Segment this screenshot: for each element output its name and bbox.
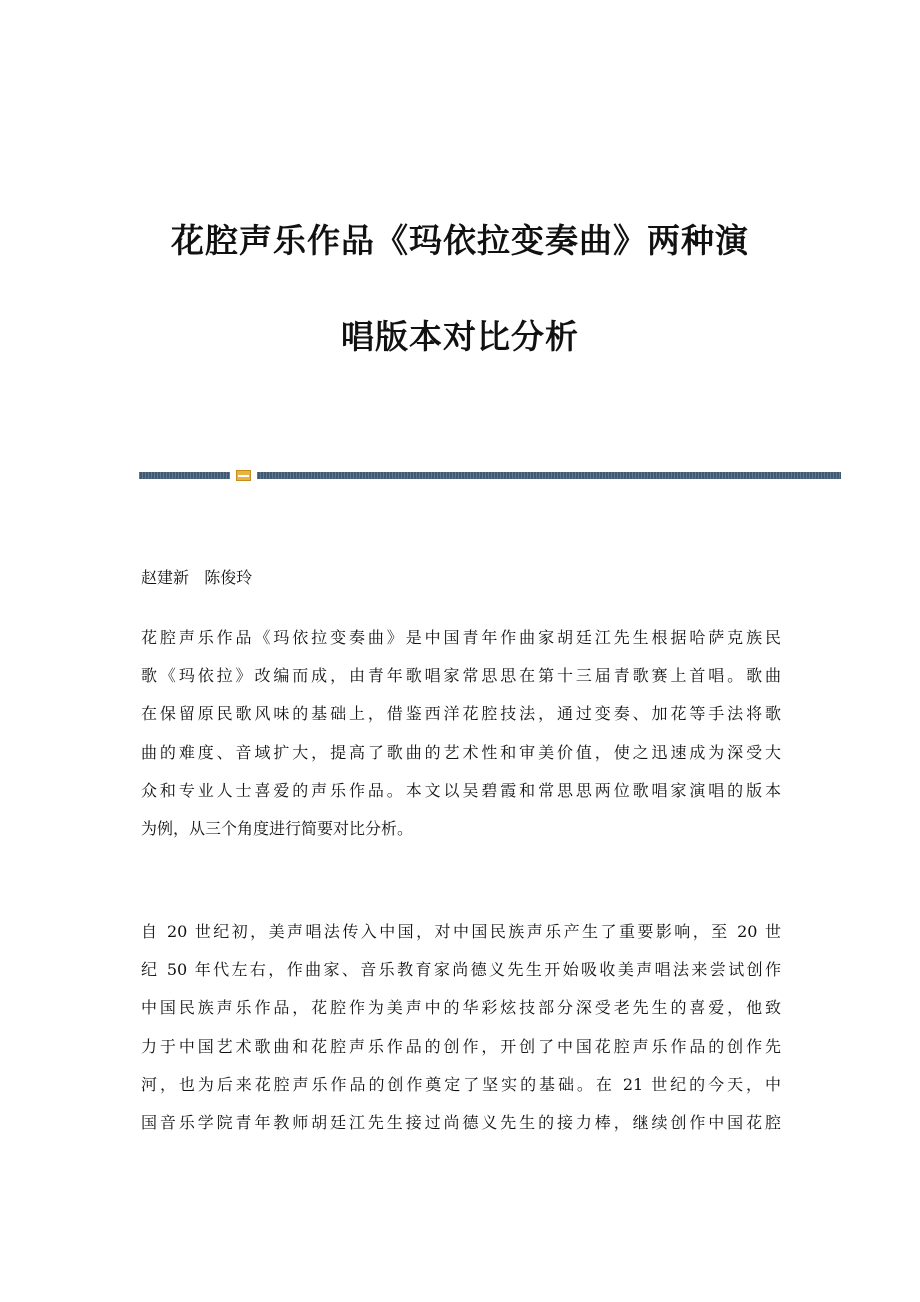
- text-line: 自 20 世纪初，美声唱法传入中国，对中国民族声乐产生了重要影响，至 20 世: [141, 922, 781, 941]
- divider-bar-right: [257, 472, 841, 479]
- text-line: 中国民族声乐作品，花腔作为美声中的华彩炫技部分深受老先生的喜爱，他致: [141, 998, 781, 1018]
- text-line: 为例，从三个角度进行简要对比分析。: [141, 819, 414, 839]
- divider-bar-left: [139, 472, 230, 479]
- paragraph-2: [141, 913, 781, 1142]
- authors-line: 赵建新 陈俊玲: [141, 568, 253, 587]
- text-line: 众和专业人士喜爱的声乐作品。本文以吴碧霞和常思思两位歌唱家演唱的版本: [141, 780, 781, 800]
- title-divider: [139, 470, 841, 482]
- envelope-icon: [236, 470, 251, 481]
- text-line: 花腔声乐作品《玛依拉变奏曲》是中国青年作曲家胡廷江先生根据哈萨克族民: [141, 628, 781, 647]
- text-line: 曲的难度、音域扩大，提高了歌曲的艺术性和审美价值，使之迅速成为深受大: [141, 742, 781, 762]
- text-line: 纪 50 年代左右，作曲家、音乐教育家尚德义先生开始吸收美声唱法来尝试创作: [141, 960, 781, 980]
- text-line: 力于中国艺术歌曲和花腔声乐作品的创作，开创了中国花腔声乐作品的创作先: [141, 1036, 781, 1056]
- paragraph-1: [141, 619, 781, 848]
- document-title-line-2: 唱版本对比分析: [341, 317, 579, 356]
- text-line: 歌《玛依拉》改编而成，由青年歌唱家常思思在第十三届青歌赛上首唱。歌曲: [141, 666, 781, 686]
- text-line: 国音乐学院青年教师胡廷江先生接过尚德义先生的接力棒，继续创作中国花腔: [141, 1113, 781, 1133]
- text-line: 河，也为后来花腔声乐作品的创作奠定了坚实的基础。在 21 世纪的今天，中: [141, 1074, 781, 1094]
- document-title-line-1: 花腔声乐作品《玛依拉变奏曲》两种演: [171, 221, 749, 260]
- text-line: 在保留原民歌风味的基础上，借鉴西洋花腔技法，通过变奏、加花等手法将歌: [141, 704, 781, 724]
